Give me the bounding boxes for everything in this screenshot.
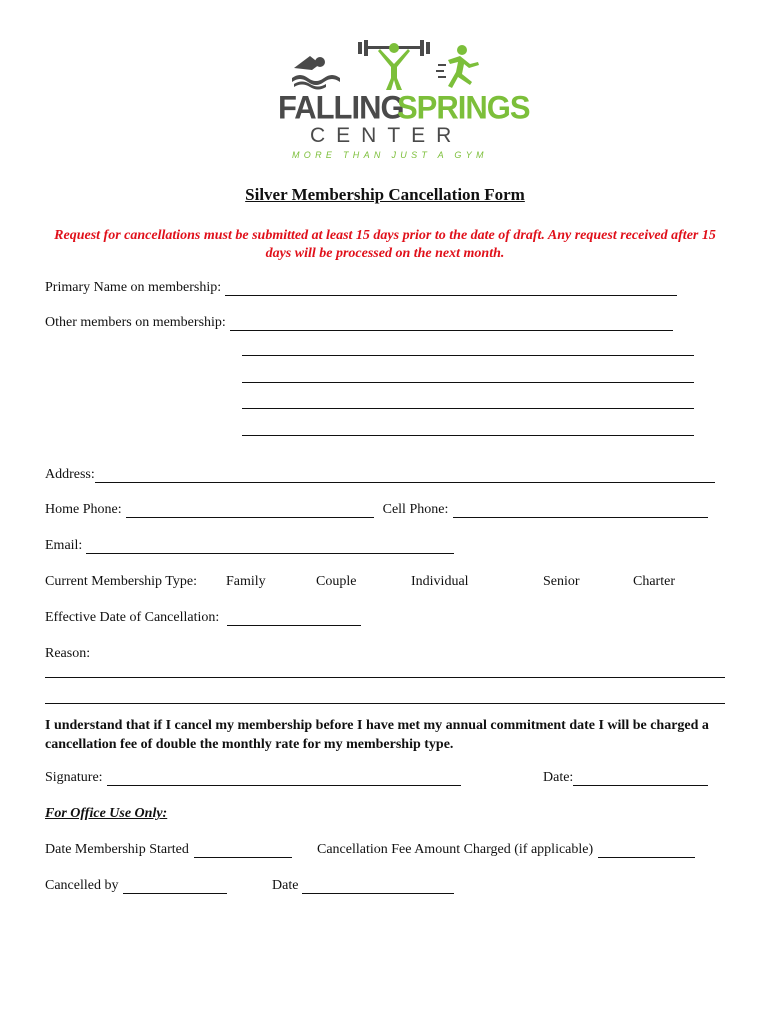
other-members-field-4[interactable]	[242, 408, 694, 409]
address-field[interactable]	[95, 469, 715, 483]
address-label: Address:	[45, 467, 95, 482]
membership-option-couple[interactable]: Couple	[316, 574, 357, 589]
membership-option-senior[interactable]: Senior	[543, 574, 580, 589]
cancelled-by-field[interactable]	[123, 880, 227, 894]
primary-name-label: Primary Name on membership:	[45, 280, 222, 295]
logo-icons	[276, 34, 496, 94]
cancelled-by-label: Cancelled by	[45, 878, 119, 893]
date-started-label: Date Membership Started	[45, 842, 189, 857]
email-label: Email:	[45, 538, 83, 553]
email-field[interactable]	[86, 540, 454, 554]
date-field[interactable]	[573, 772, 708, 786]
primary-name-row	[45, 280, 677, 296]
cancellation-notice: Request for cancellations must be submitted at least 15 days prior to the date of draft. Any request received after 15 days will be processed on the next month.	[54, 228, 716, 261]
office-date-field[interactable]	[302, 880, 454, 894]
reason-field-1[interactable]	[45, 677, 725, 678]
primary-name-field[interactable]	[225, 282, 677, 296]
cancelled-by-row	[45, 878, 227, 894]
membership-type-label: Current Membership Type:	[45, 574, 197, 589]
cell-phone-label: Cell Phone:	[382, 502, 449, 517]
runner-icon	[436, 45, 479, 88]
other-members-label: Other members on membership:	[45, 315, 226, 330]
effective-date-row	[45, 610, 361, 626]
other-members-field-5[interactable]	[242, 435, 694, 436]
signature-label: Signature:	[45, 770, 103, 785]
date-row	[543, 770, 708, 786]
signature-row	[45, 770, 461, 786]
form-title: Silver Membership Cancellation Form	[245, 185, 525, 204]
agreement-text: I understand that if I cancel my membership before I have met my annual commitment date I will be charged a cancellation fee of double the monthly rate for my membership type.	[45, 718, 709, 752]
membership-option-individual[interactable]: Individual	[411, 574, 469, 589]
date-label: Date:	[543, 770, 574, 785]
other-members-field-1[interactable]	[230, 317, 673, 331]
office-date-label: Date	[272, 878, 299, 893]
date-started-row	[45, 842, 292, 858]
home-phone-field[interactable]	[126, 504, 374, 518]
logo-word-falling: FALLING	[278, 89, 404, 126]
other-members-row	[45, 315, 673, 331]
email-row	[45, 538, 454, 554]
phone-row	[45, 502, 708, 518]
swimmer-icon	[292, 56, 340, 90]
logo-word-springs: SPRINGS	[397, 89, 530, 126]
weightlifter-icon	[358, 40, 430, 90]
effective-date-field[interactable]	[227, 612, 361, 626]
other-members-field-2[interactable]	[242, 355, 694, 356]
reason-label: Reason:	[45, 646, 91, 661]
logo-tagline: MORE THAN JUST A GYM	[292, 150, 488, 160]
logo-word-center: CENTER	[310, 124, 463, 147]
reason-field-2[interactable]	[45, 703, 725, 704]
fee-label: Cancellation Fee Amount Charged (if applicable)	[317, 842, 594, 857]
other-members-field-3[interactable]	[242, 382, 694, 383]
fee-field[interactable]	[598, 844, 695, 858]
home-phone-label: Home Phone:	[45, 502, 122, 517]
membership-option-charter[interactable]: Charter	[633, 574, 675, 589]
fee-row	[317, 842, 695, 858]
cell-phone-field[interactable]	[453, 504, 708, 518]
effective-date-label: Effective Date of Cancellation:	[45, 610, 220, 625]
signature-field[interactable]	[107, 772, 461, 786]
membership-option-family[interactable]: Family	[226, 574, 266, 589]
date-started-field[interactable]	[194, 844, 292, 858]
office-date-row	[272, 878, 454, 894]
address-row	[45, 467, 715, 483]
falling-springs-logo	[276, 34, 530, 164]
office-use-heading: For Office Use Only:	[45, 806, 168, 821]
